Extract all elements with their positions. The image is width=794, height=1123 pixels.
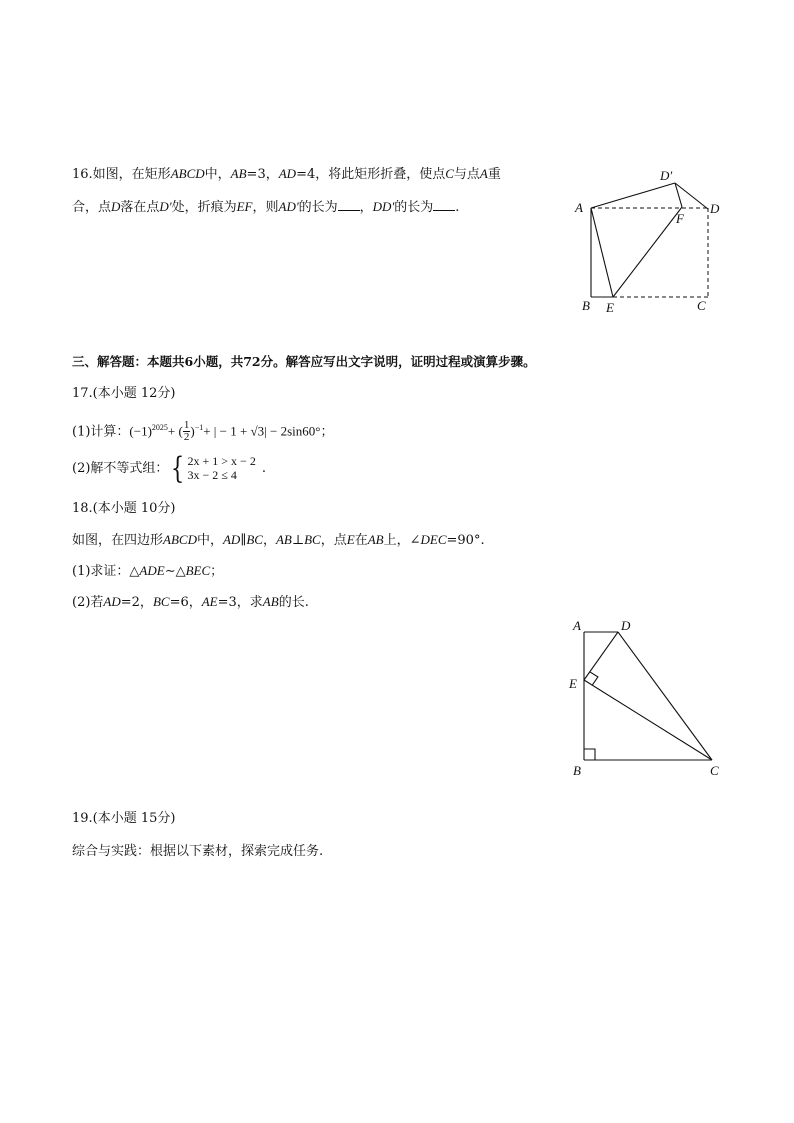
- seg-AD-prime: [591, 183, 675, 208]
- q18-part1: (1)求证：△ADE∼△BEC；: [72, 563, 224, 579]
- label-D: D: [710, 201, 720, 216]
- q18-figure: [560, 612, 730, 782]
- seg-AE: [591, 208, 613, 297]
- seg-ED: [584, 632, 618, 680]
- section3-heading: 三、解答题：本题共6小题，共72分。解答应写出文字说明，证明过程或演算步骤。: [72, 354, 536, 369]
- seg-EF: [613, 207, 682, 297]
- inequality-system: 2x + 1 > x − 2 3x − 2 ≤ 4: [187, 453, 256, 482]
- label-B: B: [582, 298, 590, 313]
- label-D: D: [621, 618, 631, 633]
- seg-EC: [584, 680, 712, 760]
- seg-DC: [618, 632, 712, 760]
- label-C: C: [710, 763, 719, 778]
- q17-part1: (1)计算：$(-1)^{2025}+$ ( $\frac{1}{2}$ )$^{-1}$+ | − 1 + √3| − 2sin60°；: [72, 418, 334, 444]
- right-angle-E: [590, 672, 598, 685]
- right-angle-B: [584, 749, 595, 760]
- label-A: A: [573, 618, 581, 633]
- label-D-prime: D′: [660, 168, 673, 183]
- q18-stem: 如图，在四边形ABCD中，AD∥BC，AB⊥BC，点E在AB上，∠DEC=90°.: [72, 532, 485, 548]
- seg-Dprime-D: [675, 183, 708, 209]
- q16-line2: 合，点D落在点D'处，折痕为EF，则AD'的长为 ，DD'的长为 .: [72, 199, 460, 215]
- q17-header: 17.(本小题 12分): [72, 386, 176, 401]
- fraction-one-half: $\frac{1}{2}$: [183, 418, 190, 444]
- label-E: E: [569, 676, 577, 691]
- label-A: A: [575, 200, 583, 215]
- q19-stem: 综合与实践：根据以下素材，探索完成任务.: [72, 844, 324, 859]
- q18-part2: (2)若AD=2，BC=6，AE=3，求AB的长.: [72, 594, 309, 610]
- label-C: C: [697, 298, 706, 313]
- answer-blank-2[interactable]: [433, 200, 455, 211]
- left-brace: {: [171, 450, 185, 486]
- label-B: B: [573, 763, 581, 778]
- seg-Dprime-F: [675, 183, 682, 207]
- label-F: F: [676, 211, 684, 226]
- label-E: E: [606, 300, 614, 315]
- answer-blank-1[interactable]: [338, 200, 360, 211]
- q18-header: 18.(本小题 10分): [72, 501, 176, 516]
- q17-part2: (2)解不等式组：{ 2x + 1 > x − 2 3x − 2 ≤ 4 .: [72, 450, 266, 486]
- q16-figure: [570, 160, 730, 320]
- q16-line1: 16.如图，在矩形ABCD中，AB=3，AD=4，将此矩形折叠，使点C与点A重: [72, 166, 501, 182]
- q19-header: 19.(本小题 15分): [72, 811, 176, 826]
